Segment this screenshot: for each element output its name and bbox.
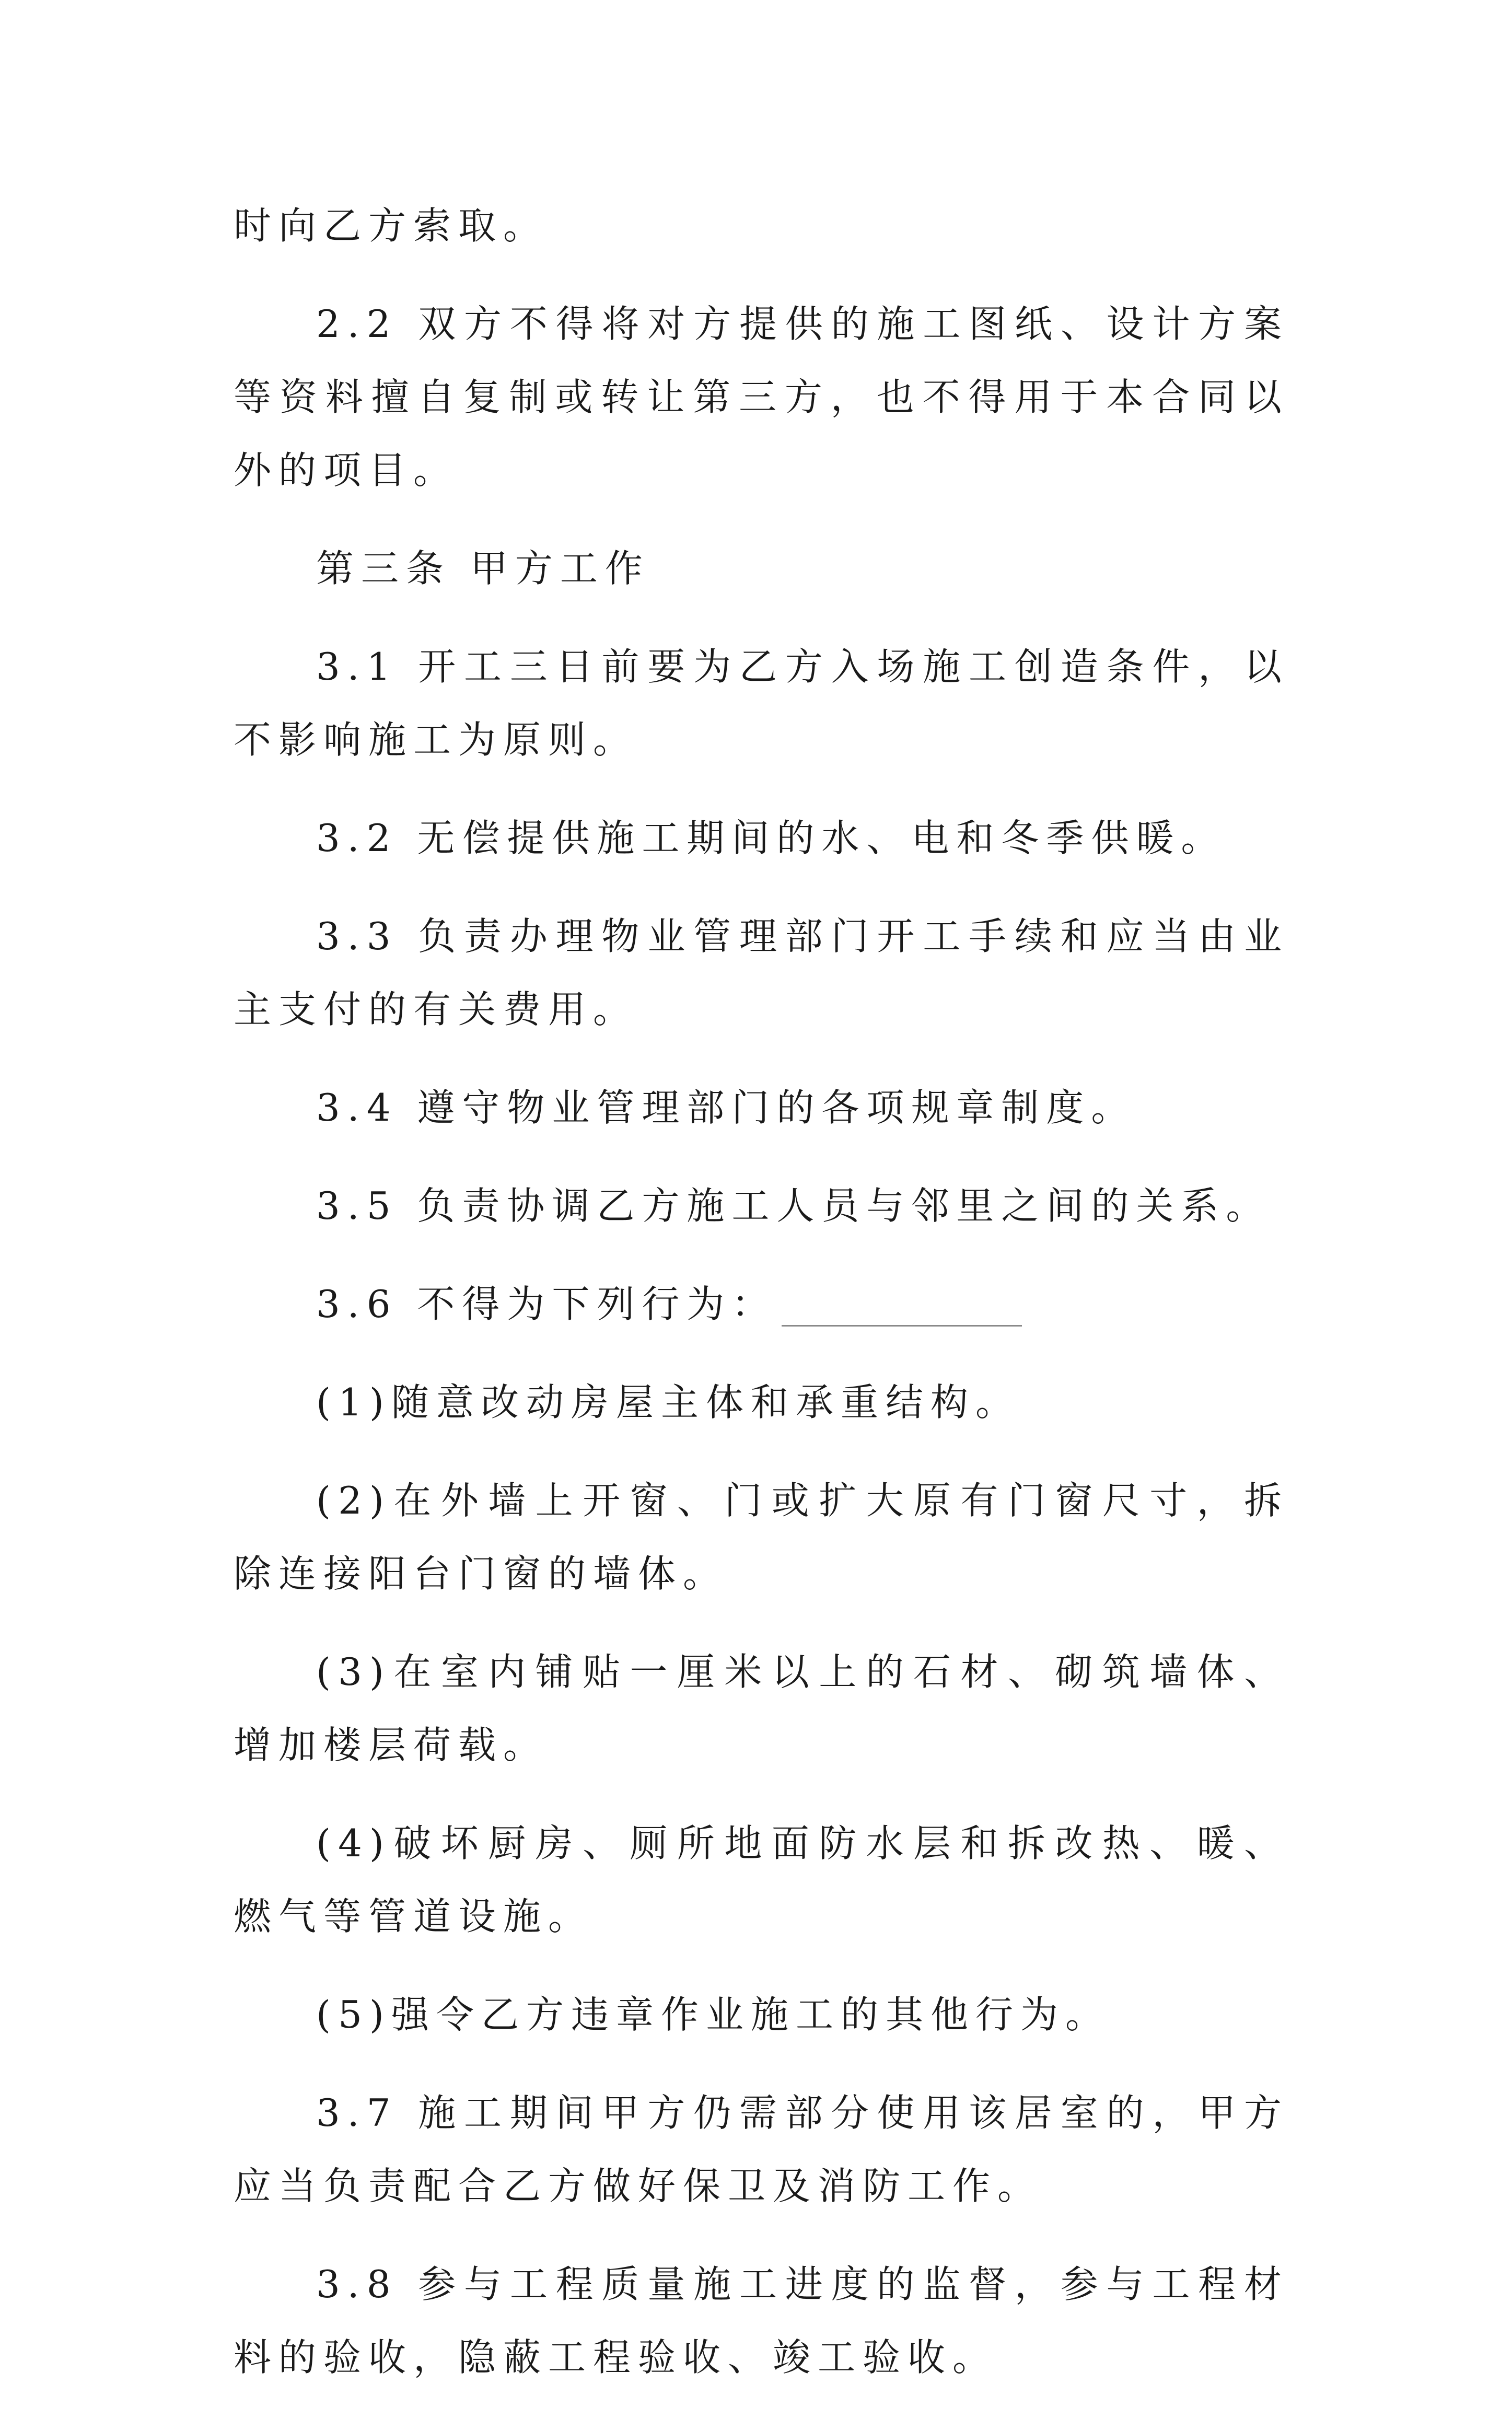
paragraph-3-2: 3.2 无偿提供施工期间的水、电和冬季供暖。 <box>316 816 1226 860</box>
fill-in-blank-line <box>782 1323 1022 1327</box>
paragraph-3-4: 3.4 遵守物业管理部门的各项规章制度。 <box>316 1086 1136 1130</box>
paragraph-continuation: 时向乙方索取。 <box>234 204 549 248</box>
document-body <box>234 189 1289 2419</box>
paragraph-3-5: 3.5 负责协调乙方施工人员与邻里之间的关系。 <box>316 1184 1271 1228</box>
list-item-3: (3)在室内铺贴一厘米以上的石材、砌筑墙体、增加楼层荷载。 <box>234 1650 1289 1767</box>
paragraph-3-7: 3.7 施工期间甲方仍需部分使用该居室的，甲方应当负责配合乙方做好保卫及消防工作。 <box>234 2091 1289 2208</box>
paragraph-3-6 <box>234 1267 1289 1341</box>
list-item-2: (2)在外墙上开窗、门或扩大原有门窗尺寸，拆除连接阳台门窗的墙体。 <box>234 1479 1289 1596</box>
section-heading-article-3: 第三条 甲方工作 <box>316 546 650 590</box>
paragraph-3-8: 3.8 参与工程质量施工进度的监督，参与工程材料的验收，隐蔽工程验收、竣工验收。 <box>234 2262 1289 2379</box>
paragraph-3-6-text: 3.6 不得为下列行为： <box>316 1282 777 1326</box>
list-item-1: (1)随意改动房屋主体和承重结构。 <box>316 1380 1020 1424</box>
list-item-5: (5)强令乙方违章作业施工的其他行为。 <box>316 1993 1110 2037</box>
paragraph-3-3: 3.3 负责办理物业管理部门开工手续和应当由业主支付的有关费用。 <box>234 914 1289 1031</box>
paragraph-2-2: 2.2 双方不得将对方提供的施工图纸、设计方案等资料擅自复制或转让第三方，也不得用于本合同以外的项目。 <box>234 302 1289 492</box>
list-item-4: (4)破坏厨房、厕所地面防水层和拆改热、暖、燃气等管道设施。 <box>234 1821 1289 1938</box>
paragraph-3-1: 3.1 开工三日前要为乙方入场施工创造条件，以不影响施工为原则。 <box>234 645 1289 762</box>
